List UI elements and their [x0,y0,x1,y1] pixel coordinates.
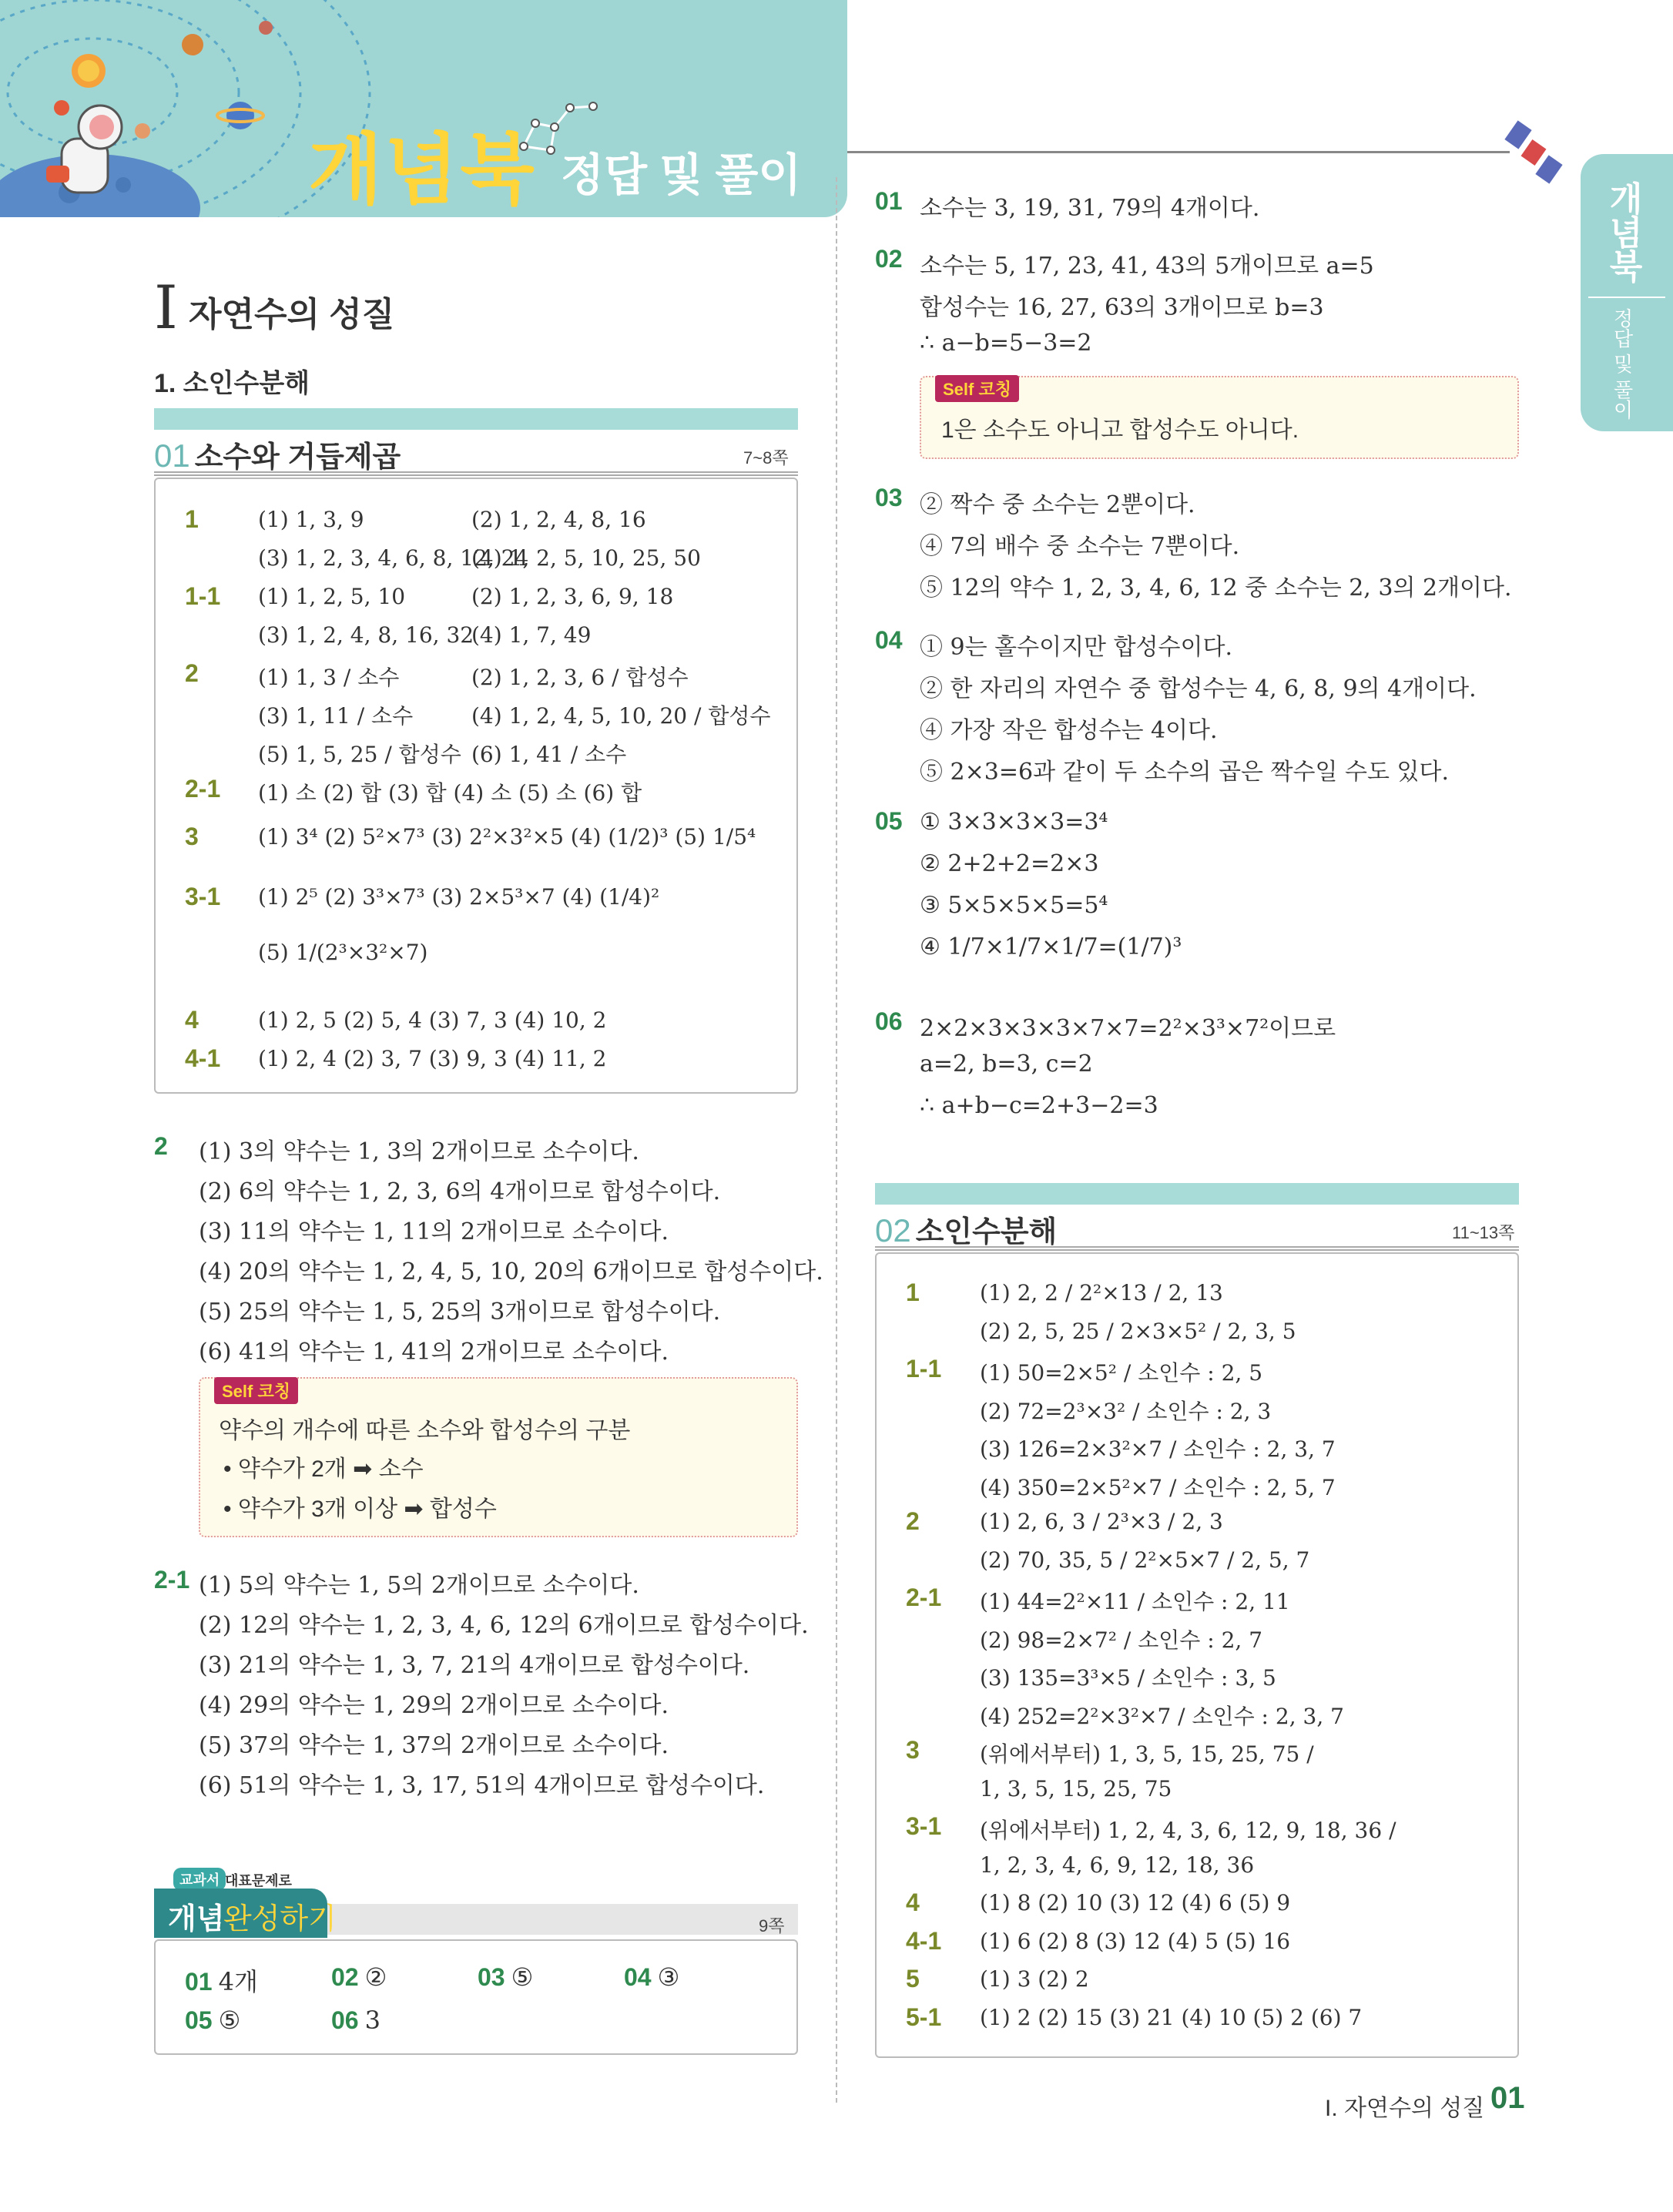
box2-row-a: (2) 98=2×7² / 소인수 : 2, 7 [980,1627,1263,1653]
sol2-line: (4) 20의 약수는 1, 2, 4, 5, 10, 20의 6개이므로 합성수이다. [199,1258,823,1285]
box2-row-a: 1, 2, 3, 4, 6, 9, 12, 18, 36 [980,1852,1255,1878]
box2-row-label: 2 [906,1507,920,1535]
sol2-line: (5) 25의 약수는 1, 5, 25의 3개이므로 합성수이다. [199,1299,721,1326]
footer-chapter: I. 자연수의 성질 [1325,2096,1485,2121]
box2-row-a: (1) 6 (2) 8 (3) 12 (4) 5 (5) 16 [980,1928,1291,1954]
box2-row-a: (위에서부터) 1, 2, 4, 3, 6, 12, 9, 18, 36 / [980,1818,1396,1843]
box2-row-a: (1) 8 (2) 10 (3) 12 (4) 6 (5) 9 [980,1890,1291,1915]
self-coaching-item: • 약수가 3개 이상 ➡ 합성수 [223,1496,497,1522]
sol21-line: (2) 12의 약수는 1, 2, 3, 4, 6, 12의 6개이므로 합성수이다. [199,1612,809,1639]
box1-rule [154,471,798,476]
complete-answer-number: 02 [331,1963,359,1991]
sol2-label: 2 [154,1132,168,1160]
self-coaching-text-2: 1은 소수도 아니고 합성수도 아니다. [941,417,1299,443]
box1-bar [154,408,798,430]
box1-row-a: (1) 2, 5 (2) 5, 4 (3) 7, 3 (4) 10, 2 [258,1007,607,1033]
box2-row-a: (4) 252=2²×3²×7 / 소인수 : 2, 3, 7 [980,1703,1344,1729]
box2-row-a: (1) 3 (2) 2 [980,1966,1089,1992]
question-line: ① 3×3×3×3=3⁴ [920,809,1108,836]
section-title: 1. 소인수분해 [154,369,310,398]
complete-answer-number: 06 [331,2006,359,2034]
box2-row-a: (2) 72=2³×3² / 소인수 : 2, 3 [980,1398,1272,1424]
box1-title: 소수와 거듭제곱 [194,441,401,474]
question-line: ∴ a+b−c=2+3−2=3 [920,1092,1158,1119]
header-subtitle: 정답 및 풀이 [561,150,802,200]
self-coaching-item: • 약수가 2개 ➡ 소수 [223,1456,424,1482]
box2-row-a: (1) 2, 6, 3 / 2³×3 / 2, 3 [980,1509,1223,1534]
header-banner [0,0,847,217]
box1-row-a: (1) 2⁵ (2) 3³×7³ (3) 2×5³×7 (4) (1/4)² [258,884,660,910]
complete-title-b: 완성하기 [223,1903,337,1936]
complete-answer [624,1962,679,1992]
question-line: 소수는 5, 17, 23, 41, 43의 5개이므로 a=5 [920,253,1374,280]
box1-row-label: 1-1 [185,582,221,610]
box2-bar [875,1183,1519,1205]
question-line: ② 한 자리의 자연수 중 합성수는 4, 6, 8, 9의 4개이다. [920,675,1477,702]
header-rule [847,151,1510,153]
question-line: ⑤ 12의 약수 1, 2, 3, 4, 6, 12 중 소수는 2, 3의 2개이다. [920,575,1512,602]
complete-answer [331,2006,381,2035]
box1-row-b: (4) 1, 2, 4, 5, 10, 20 / 합성수 [471,703,771,729]
question-line: a=2, b=3, c=2 [920,1051,1093,1078]
box2-row-label: 3 [906,1736,920,1764]
question-line: ① 9는 홀수이지만 합성수이다. [920,634,1233,661]
self-coaching-badge-2: Self 코칭 [935,375,1019,402]
self-coaching-badge: Self 코칭 [214,1377,298,1404]
box2-row-label: 5 [906,1965,920,1992]
complete-title-a: 개념 [168,1903,225,1936]
sol21-line: (4) 29의 약수는 1, 29의 2개이므로 소수이다. [199,1692,669,1719]
complete-answer [185,1962,258,1998]
side-tab-divider [1588,297,1665,298]
box1-row-a: (1) 1, 3, 9 [258,507,364,532]
question-line: ∴ a−b=5−3=2 [920,330,1092,357]
box1-row-a: (1) 3⁴ (2) 5²×7³ (3) 2²×3²×5 (4) (1/2)³ (5) 1/5⁴ [258,824,756,850]
question-number: 06 [875,1007,903,1035]
question-line: 소수는 3, 19, 31, 79의 4개이다. [920,195,1260,222]
box1-row-label: 1 [185,505,199,533]
complete-answer [478,1962,533,1992]
question-line: ② 짝수 중 소수는 2뿐이다. [920,491,1195,518]
complete-tag-sub: 대표문제로 [225,1873,292,1889]
question-line: ④ 가장 작은 합성수는 4이다. [920,717,1218,744]
complete-answer-number: 01 [185,1968,213,1996]
question-number: 03 [875,484,903,511]
box1-row-a: (3) 1, 2, 3, 4, 6, 8, 12, 24 [258,545,529,571]
question-line: ⑤ 2×3=6과 같이 두 소수의 곱은 짝수일 수도 있다. [920,759,1450,786]
complete-answer [331,1962,387,1992]
complete-answer [185,2006,240,2035]
sol21-line: (1) 5의 약수는 1, 5의 2개이므로 소수이다. [199,1572,639,1599]
sol21-line: (5) 37의 약수는 1, 37의 2개이므로 소수이다. [199,1732,669,1759]
box2-row-a: (1) 50=2×5² / 소인수 : 2, 5 [980,1360,1263,1386]
chapter-title: 자연수의 성질 [189,296,395,333]
chapter-numeral: I [154,273,178,343]
box1-row-b: (6) 1, 41 / 소수 [471,742,627,767]
question-line: 합성수는 16, 27, 63의 3개이므로 b=3 [920,294,1324,321]
question-number: 01 [875,187,903,215]
box2-row-a: (3) 135=3³×5 / 소인수 : 3, 5 [980,1665,1276,1691]
box2-row-a: 1, 3, 5, 15, 25, 75 [980,1775,1172,1801]
box2-row-a: (1) 2 (2) 15 (3) 21 (4) 10 (5) 2 (6) 7 [980,2004,1363,2030]
box2-number: 02 [875,1212,911,1248]
complete-answer-value: ② [364,1962,387,1992]
box1-row-label: 4 [185,1006,199,1034]
box1-row-label: 2 [185,659,199,687]
box1-row-b: (2) 1, 2, 3, 6, 9, 18 [471,584,674,609]
side-tab-subtitle: 정답 및 풀이 [1611,308,1634,420]
question-line: 2×2×3×3×3×7×7=2²×3³×7²이므로 [920,1015,1336,1042]
box2-row-label: 3-1 [906,1812,942,1840]
box1-row-b: (4) 1, 7, 49 [471,622,592,648]
box1-row-label: 4-1 [185,1044,221,1072]
sol2-line: (2) 6의 약수는 1, 2, 3, 6의 4개이므로 합성수이다. [199,1178,721,1205]
box2-title: 소인수분해 [915,1216,1058,1248]
box2-row-label: 1 [906,1279,920,1306]
box1-row-a: (1) 1, 3 / 소수 [258,665,400,690]
box1-row-a: (3) 1, 2, 4, 8, 16, 32 [258,622,474,648]
box1-number: 01 [154,437,190,474]
complete-answer-value: 3 [364,2006,381,2035]
sol21-line: (6) 51의 약수는 1, 3, 17, 51의 4개이므로 합성수이다. [199,1772,765,1799]
box2-heading [875,1208,1057,1250]
sol21-line: (3) 21의 약수는 1, 3, 7, 21의 4개이므로 합성수이다. [199,1652,750,1679]
question-number: 04 [875,626,903,654]
question-number: 05 [875,807,903,835]
question-line: ④ 7의 배수 중 소수는 7뿐이다. [920,533,1240,560]
complete-answer-value: ⑤ [511,1962,534,1992]
box2-row-a: (2) 2, 5, 25 / 2×3×5² / 2, 3, 5 [980,1318,1296,1344]
box2-row-label: 4 [906,1889,920,1916]
box1-row-label: 3-1 [185,883,221,910]
box1-row-a: (5) 1/(2³×3²×7) [258,940,428,965]
box1-row-b: (2) 1, 2, 3, 6 / 합성수 [471,665,689,690]
sol2-line: (1) 3의 약수는 1, 3의 2개이므로 소수이다. [199,1138,639,1165]
column-divider [836,177,837,2103]
box1-row-b: (2) 1, 2, 4, 8, 16 [471,507,646,532]
box2-row-a: (1) 2, 2 / 2²×13 / 2, 13 [980,1280,1223,1305]
question-line: ② 2+2+2=2×3 [920,850,1099,877]
box1-row-a: (1) 1, 2, 5, 10 [258,584,406,609]
box2-row-a: (4) 350=2×5²×7 / 소인수 : 2, 5, 7 [980,1474,1336,1500]
box2-pages: 11~13쪽 [1452,1223,1515,1242]
box1-row-a: (1) 소 (2) 합 (3) 합 (4) 소 (5) 소 (6) 합 [258,780,642,806]
complete-answer-value: ⑤ [218,2006,241,2035]
page-number: 01 [1490,2081,1525,2115]
complete-answer-number: 05 [185,2006,213,2034]
sol21-label: 2-1 [154,1566,190,1594]
question-line: ④ 1/7×1/7×1/7=(1/7)³ [920,933,1182,960]
box2-row-label: 1-1 [906,1355,942,1382]
box2-row-label: 4-1 [906,1926,942,1955]
box1-row-a: (1) 2, 4 (2) 3, 7 (3) 9, 3 (4) 11, 2 [258,1046,607,1071]
sol2-line: (3) 11의 약수는 1, 11의 2개이므로 소수이다. [199,1218,669,1245]
complete-tag: 교과서 [173,1868,226,1891]
box1-heading [154,433,401,475]
box1-row-b: (4) 1, 2, 5, 10, 25, 50 [471,545,701,571]
complete-answer-value: ③ [657,1962,680,1992]
self-coaching-title: 약수의 개수에 따른 소수와 합성수의 구분 [219,1418,631,1443]
side-tab-title: 개념북 [1604,181,1641,283]
box2-row-label: 5-1 [906,2003,942,2031]
box2-row-a: (3) 126=2×3²×7 / 소인수 : 2, 3, 7 [980,1436,1336,1462]
satellite-icon [1494,116,1571,193]
box2-row-a: (위에서부터) 1, 3, 5, 15, 25, 75 / [980,1741,1314,1767]
box2-row-a: (2) 70, 35, 5 / 2²×5×7 / 2, 5, 7 [980,1547,1310,1573]
complete-pages: 9쪽 [759,1916,785,1936]
complete-answer-number: 04 [624,1963,652,1991]
header-title: 개념북 [308,127,536,213]
complete-answer-number: 03 [478,1963,505,1991]
complete-answer-value: 4개 [218,1967,258,1996]
box2-row-label: 2-1 [906,1584,942,1611]
sol2-line: (6) 41의 약수는 1, 41의 2개이므로 소수이다. [199,1339,669,1366]
question-number: 02 [875,245,903,273]
box2-row-a: (1) 44=2²×11 / 소인수 : 2, 11 [980,1589,1290,1614]
box1-row-a: (5) 1, 5, 25 / 합성수 [258,742,461,767]
box1-row-label: 3 [185,823,199,850]
box2-rule [875,1246,1519,1251]
question-line: ③ 5×5×5×5=5⁴ [920,892,1108,919]
box1-row-a: (3) 1, 11 / 소수 [258,703,414,729]
box1-pages: 7~8쪽 [743,448,789,468]
box1-row-label: 2-1 [185,775,221,803]
